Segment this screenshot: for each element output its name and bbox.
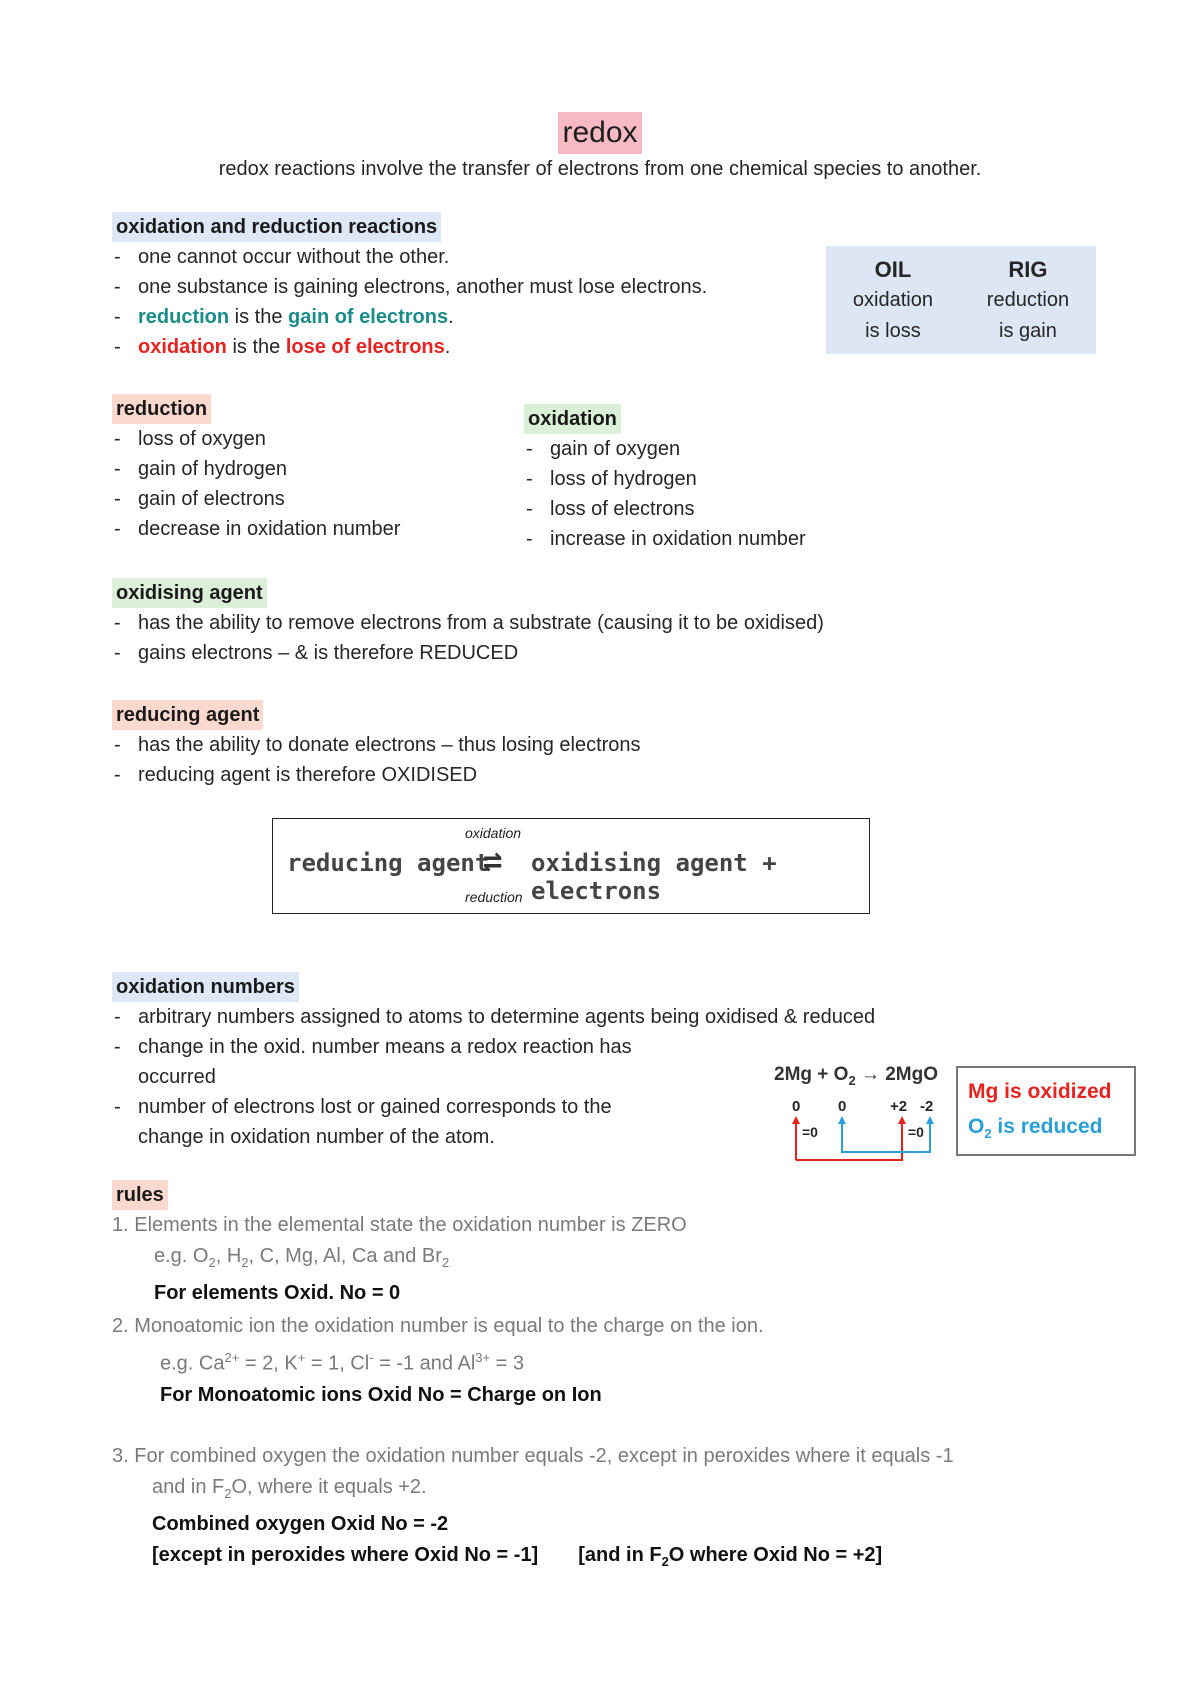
text-fragment: e.g. O	[154, 1245, 209, 1267]
change-arrows-icon	[774, 1060, 954, 1170]
section-header-reduction: reduction	[112, 394, 211, 424]
oil-label: OIL	[874, 257, 912, 282]
section-header-ox-red: oxidation and reduction reactions	[112, 212, 441, 242]
list-item: - change in the oxid. number means a redox reaction has	[112, 1032, 1012, 1062]
list-item-continuation: occurred	[138, 1066, 216, 1088]
text-fragment: [and in F	[578, 1543, 662, 1566]
rig-label: RIG	[1008, 257, 1048, 282]
superscript: -	[369, 1350, 374, 1365]
rule-2: 2. Monoatomic ion the oxidation number is equal to the charge on the ion.	[112, 1315, 764, 1337]
text-fragment: e.g. Ca	[160, 1352, 225, 1375]
section-reducing-agent	[112, 700, 1012, 790]
text-fragment: , C, Mg, Al, Ca and Br	[248, 1245, 442, 1267]
section-header-rules: rules	[112, 1180, 168, 1210]
mg-oxidation-diagram	[774, 1060, 954, 1170]
rule-3: 3. For combined oxygen the oxidation number equals -2, except in peroxides where it equals -1	[112, 1444, 954, 1467]
text-fragment: O, where it equals +2.	[231, 1475, 427, 1498]
oil-line-2: is loss	[865, 320, 921, 342]
subscript: 2	[208, 1255, 216, 1270]
subscript: 2	[241, 1255, 249, 1270]
text-fragment: and in F	[152, 1475, 225, 1498]
zero-label-2: =0	[908, 1124, 924, 1140]
superscript: 3+	[475, 1350, 491, 1365]
text-fragment: = 3	[490, 1352, 525, 1375]
superscript: 2+	[224, 1350, 240, 1365]
list-item-continuation: change in oxidation number of the atom.	[138, 1126, 495, 1148]
list-item: - has the ability to donate electrons – thus losing electrons	[112, 730, 1012, 760]
section-oxidising-agent	[112, 578, 1012, 668]
reducing-agent-list	[112, 730, 1012, 790]
equation-top-label: oxidation	[465, 825, 522, 841]
equation-left: reducing agent	[287, 849, 490, 877]
oil-column	[853, 246, 933, 354]
section-header-oxidation-numbers: oxidation numbers	[112, 972, 299, 1002]
text-fragment: [except in peroxides where Oxid No = -1]	[152, 1543, 539, 1566]
list-item: - gain of electrons	[112, 484, 532, 514]
list-item: - loss of hydrogen	[524, 464, 944, 494]
section-header-reducing-agent: reducing agent	[112, 700, 263, 730]
rule-3-exceptions	[112, 1540, 1112, 1577]
zero-label-1: =0	[802, 1124, 818, 1140]
text-fragment: is the	[226, 336, 286, 358]
page-title	[0, 112, 1200, 154]
text-fragment: is the	[229, 306, 289, 328]
text-fragment: , H	[215, 1245, 242, 1267]
section-oxidation	[524, 404, 944, 554]
oil-line-1: oxidation	[852, 289, 933, 311]
list-item: - loss of electrons	[524, 494, 944, 524]
redox-equation-box	[272, 818, 870, 914]
rule-3-continuation	[112, 1472, 1112, 1509]
page-subtitle: redox reactions involve the transfer of electrons from one chemical species to another.	[218, 158, 982, 180]
list-item: - decrease in oxidation number	[112, 514, 532, 544]
text-fragment: .	[444, 336, 451, 358]
list-item	[112, 302, 792, 332]
equation-bottom-label: reduction	[465, 889, 523, 905]
list-item: - increase in oxidation number	[524, 524, 944, 554]
list-item: - gain of hydrogen	[112, 454, 532, 484]
subscript: 2	[661, 1553, 669, 1569]
list-item: - gains electrons – & is therefore REDUCED	[112, 638, 1012, 668]
list-item	[112, 332, 792, 362]
equation-right: oxidising agent + electrons	[531, 849, 777, 905]
text-fragment: = 2, K	[239, 1352, 298, 1375]
list-item: - one cannot occur without the other.	[112, 242, 792, 272]
reduction-list	[112, 424, 532, 544]
list-item: - reducing agent is therefore OXIDISED	[112, 760, 1012, 790]
oxidation-list	[524, 434, 944, 554]
rule-1-summary: For elements Oxid. No = 0	[154, 1282, 401, 1304]
eq-part: → 2MgO	[855, 1064, 939, 1085]
rig-line-1: reduction	[986, 289, 1070, 311]
text-fragment: .	[448, 306, 454, 328]
list-item: - arbitrary numbers assigned to atoms to determine agents being oxidised & reduced	[112, 1002, 1012, 1032]
subscript: 2	[984, 1126, 992, 1142]
list-item: - has the ability to remove electrons from a substrate (causing it to be oxidised)	[112, 608, 1012, 638]
rule-2-summary: For Monoatomic ions Oxid No = Charge on Ion	[160, 1383, 602, 1406]
eq-subscript: 2	[848, 1072, 856, 1088]
oil-rig-box	[826, 246, 1096, 354]
section-header-oxidising-agent: oxidising agent	[112, 578, 267, 608]
section-ox-red	[112, 212, 792, 362]
term-lose: lose of electrons	[285, 336, 445, 358]
ox-num-mg-product: +2	[890, 1098, 908, 1115]
list-item: - number of electrons lost or gained corresponds to the	[112, 1092, 1012, 1122]
text-fragment: is reduced	[991, 1115, 1103, 1138]
text-fragment: O where Oxid No = +2]	[668, 1543, 883, 1566]
equilibrium-arrows-icon: ⇌	[483, 841, 503, 879]
text-fragment: = -1 and Al	[373, 1352, 476, 1375]
o2-reduced-text	[968, 1109, 1134, 1151]
section-header-oxidation: oxidation	[524, 404, 621, 434]
rule-2-example	[112, 1342, 1112, 1380]
term-reduction: reduction	[138, 306, 230, 328]
subscript: 2	[441, 1255, 450, 1270]
list-item: - loss of oxygen	[112, 424, 532, 454]
text-fragment: O	[968, 1115, 985, 1138]
term-gain: gain of electrons	[288, 306, 449, 328]
eq-part: 2Mg + O	[774, 1064, 849, 1085]
section-rules	[112, 1180, 1112, 1577]
ox-num-o2: 0	[838, 1098, 847, 1115]
rule-1: 1. Elements in the elemental state the oxidation number is ZERO	[112, 1214, 687, 1236]
list-item: - one substance is gaining electrons, another must lose electrons.	[112, 272, 792, 302]
mg-oxidized-text: Mg is oxidized	[968, 1080, 1112, 1103]
subscript: 2	[224, 1485, 232, 1501]
rule-1-example	[112, 1241, 1112, 1278]
rig-line-2: is gain	[999, 320, 1057, 342]
ox-num-mg: 0	[792, 1098, 801, 1115]
section-reduction	[112, 394, 532, 544]
ox-num-o-product: -2	[920, 1098, 934, 1115]
term-oxidation: oxidation	[138, 336, 227, 358]
oxidized-reduced-box	[956, 1066, 1136, 1156]
title-text: redox	[558, 112, 641, 154]
text-fragment: = 1, Cl	[305, 1352, 370, 1375]
list-item: - gain of oxygen	[524, 434, 944, 464]
superscript: +	[297, 1350, 306, 1365]
rig-column	[987, 246, 1069, 354]
ox-red-list	[112, 242, 792, 362]
rule-3-summary: Combined oxygen Oxid No = -2	[152, 1512, 449, 1535]
oxidising-agent-list	[112, 608, 1012, 668]
